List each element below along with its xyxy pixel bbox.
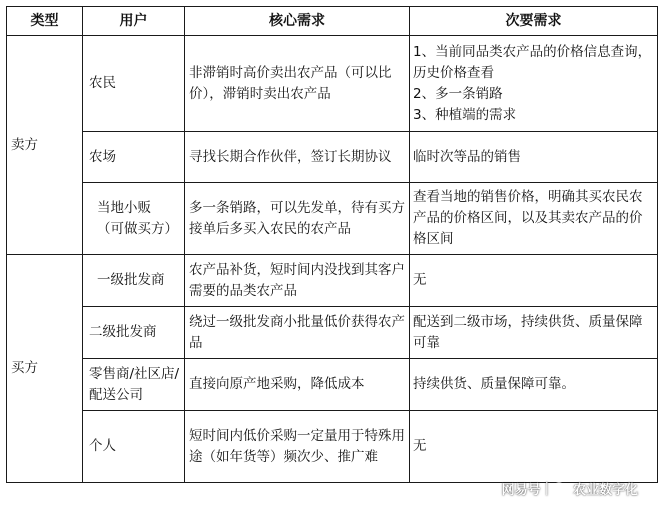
secondary-need-cell: 无 — [410, 411, 658, 483]
table-row — [7, 307, 658, 359]
core-need-cell: 寻找长期合作伙伴，签订长期协议 — [185, 132, 410, 183]
secondary-need-cell: 持续供货、质量保障可靠。 — [410, 359, 658, 411]
table-row — [7, 132, 658, 183]
user-cell: 个人 — [83, 411, 185, 483]
secondary-need-cell: 临时次等品的销售 — [410, 132, 658, 183]
type-cell-seller: 卖方 — [7, 36, 83, 255]
user-cell: 二级批发商 — [83, 307, 185, 359]
core-need-cell: 绕过一级批发商小批量低价获得农产品 — [185, 307, 410, 359]
wechat-bubble-icon — [553, 482, 569, 496]
table-row — [7, 411, 658, 483]
core-need-cell: 直接向原产地采购，降低成本 — [185, 359, 410, 411]
watermark-author: 农业数字化 — [572, 483, 638, 498]
user-cell: 当地小贩（可做买方） — [83, 183, 185, 255]
header-row — [7, 7, 658, 36]
secondary-need-cell: 查看当地的销售价格，明确其买农民农产品的价格区间，以及其卖农产品的价格区间 — [410, 183, 658, 255]
secondary-need-cell: 1、当前同品类农产品的价格信息查询，历史价格查看 2、多一条销路 3、种植端的需求 — [410, 36, 658, 132]
user-cell: 农场 — [83, 132, 185, 183]
secondary-need-cell: 配送到二级市场，持续供货、质量保障可靠 — [410, 307, 658, 359]
type-cell-buyer: 买方 — [7, 255, 83, 483]
user-cell: 零售商/社区店/配送公司 — [83, 359, 185, 411]
core-need-cell: 农产品补货，短时间内没找到其客户需要的品类农产品 — [185, 255, 410, 307]
table-row — [7, 36, 658, 132]
requirements-table — [6, 6, 658, 483]
table-row — [7, 255, 658, 307]
header-user: 用户 — [83, 7, 185, 36]
core-need-cell: 非滞销时高价卖出农产品（可以比价），滞销时卖出农产品 — [185, 36, 410, 132]
core-need-cell: 短时间内低价采购一定量用于特殊用途（如年货等）频次少、推广难 — [185, 411, 410, 483]
secondary-need-cell: 无 — [410, 255, 658, 307]
table-row — [7, 183, 658, 255]
user-cell: 一级批发商 — [83, 255, 185, 307]
header-type: 类型 — [7, 7, 83, 36]
user-cell: 农民 — [83, 36, 185, 132]
core-need-cell: 多一条销路，可以先发单，待有买方接单后多买入农民的农产品 — [185, 183, 410, 255]
watermark-source: 网易号 — [501, 483, 541, 498]
table-row — [7, 359, 658, 411]
watermark-separator: | — [544, 481, 549, 496]
header-core-need: 核心需求 — [185, 7, 410, 36]
header-secondary-need: 次要需求 — [410, 7, 658, 36]
